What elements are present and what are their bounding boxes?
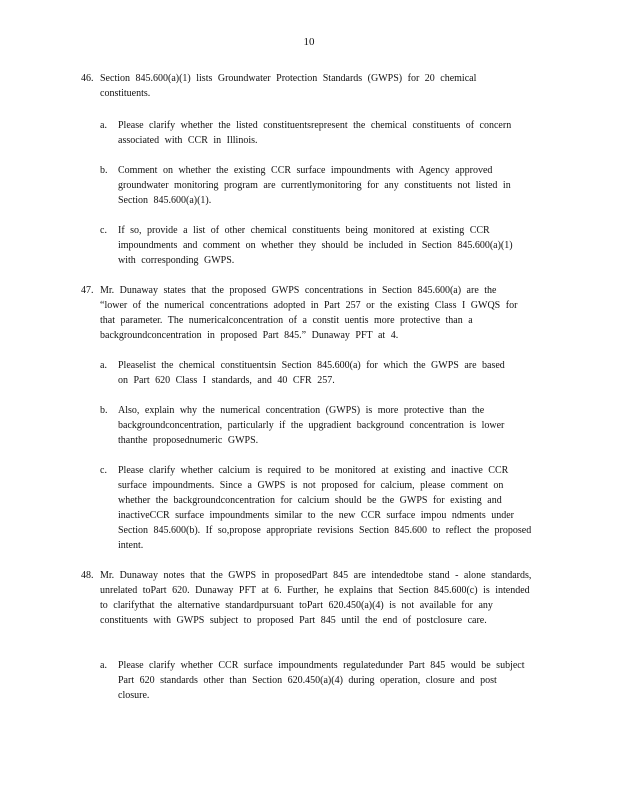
- question-46-a: [100, 118, 518, 148]
- question-46: [81, 71, 528, 101]
- question-number: 48.: [81, 570, 94, 581]
- sub-letter: c.: [100, 225, 107, 236]
- sub-text: Please clarify whether calcium is required to be monitored at existing and inactive CCR surface impoundments. Since a GWPS is not proposed for calcium, please comment on whether the backgroundconcentration for calcium should be the GWPS for existing and inactiveCCR surface impoundments similar to the new CCR surface impou ndments under Section 845.600(b). If so,propose appropriate revisions Section 845.600 to reflect the proposed intent.: [118, 465, 532, 551]
- sub-text: If so, provide a list of other chemical constituents being monitored at existing CCR impoundments and comment on whether they should be included in Section 845.600(a)(1) with corresponding GWPS.: [118, 225, 513, 266]
- question-number: 47.: [81, 285, 94, 296]
- sub-text: Please clarify whether CCR surface impoundments regulatedunder Part 845 would be subject Part 620 standards other than Section 620.450(a)(4) during operation, closure and post closure.: [118, 660, 525, 701]
- sub-letter: a.: [100, 120, 107, 131]
- sub-letter: b.: [100, 165, 108, 176]
- question-text: Section 845.600(a)(1) lists Groundwater Protection Standards (GWPS) for 20 chemical constituents.: [100, 73, 477, 99]
- sub-letter: a.: [100, 660, 107, 671]
- sub-letter: b.: [100, 405, 108, 416]
- question-46-c: [100, 223, 520, 268]
- question-47-c: [100, 463, 536, 553]
- question-47-a: [100, 358, 518, 388]
- question-47: [81, 283, 528, 343]
- question-46-b: [100, 163, 528, 208]
- question-47-b: [100, 403, 528, 448]
- sub-letter: a.: [100, 360, 107, 371]
- question-number: 46.: [81, 73, 94, 84]
- sub-text: Please clarify whether the listed constituentsrepresent the chemical constituents of concern associated with CCR in Illinois.: [118, 120, 512, 146]
- question-48-a: [100, 658, 530, 703]
- question-text: Mr. Dunaway states that the proposed GWPS concentrations in Section 845.600(a) are the “lower of the numerical concentrations adopted in Part 257 or the existing Class I GWQS for that parameter. The numericalconcentration of a constit uentis more protective than a backgroundconcentration in proposed Part 845.” Dunaway PFT at 4.: [100, 285, 518, 341]
- question-text: Mr. Dunaway notes that the GWPS in proposedPart 845 are intendedtobe stand - alone standards, unrelated toPart 620. Dunaway PFT at 6. Further, he explains that Section 845.600(c) is intended to clarifythat the alternative standardpursuant toPart 620.450(a)(4) is not available for any constituents with GWPS subject to proposed Part 845 until the end of postclosure care.: [100, 570, 532, 626]
- sub-text: Comment on whether the existing CCR surface impoundments with Agency approved groundwater monitoring program are currentlymonitoring for any constituents not listed in Section 845.600(a)(1).: [118, 165, 511, 206]
- question-48: [81, 568, 536, 628]
- sub-letter: c.: [100, 465, 107, 476]
- page-number: 10: [303, 36, 315, 48]
- sub-text: Pleaselist the chemical constituentsin Section 845.600(a) for which the GWPS are based on Part 620 Class I standards, and 40 CFR 257.: [118, 360, 505, 386]
- sub-text: Also, explain why the numerical concentration (GWPS) is more protective than the backgroundconcentration, particularly if the upgradient background concentration is lower thanthe proposednumeric GWPS.: [118, 405, 505, 446]
